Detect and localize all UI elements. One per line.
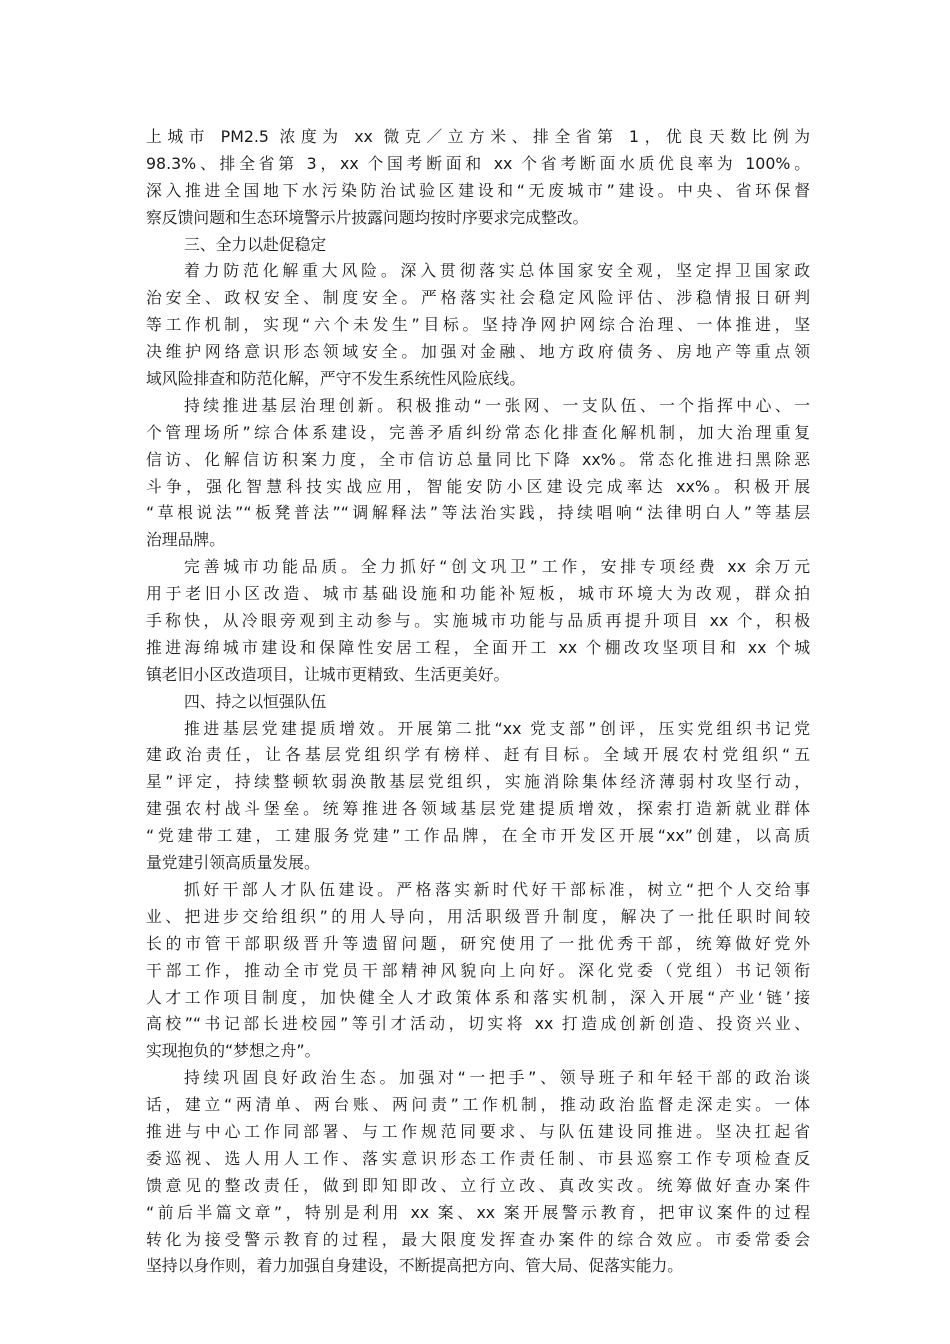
text-line: “草根说法”“板凳普法”“调解释法”等法治实践，持续唱响“法律明白人”等基层 bbox=[146, 503, 810, 523]
paragraph bbox=[146, 258, 810, 392]
text-line: 着力防范化解重大风险。深入贯彻落实总体国家安全观，坚定捍卫国家政 bbox=[184, 261, 810, 281]
paragraph bbox=[146, 554, 810, 688]
text-line: 察反馈问题和生态环境警示片披露问题均按时序要求完成整改。 bbox=[146, 207, 589, 227]
text-line: 四、持之以恒强队伍 bbox=[184, 691, 327, 711]
text-line: 决维护网络意识形态领域安全。加强对金融、地方政府债务、房地产等重点领 bbox=[146, 342, 810, 362]
text-line: 个管理场所”综合体系建设，完善矛盾纠纷常态化排查化解机制，加大治理重复 bbox=[146, 422, 810, 442]
text-line: 等工作机制，实现“六个未发生”目标。坚持净网护网综合治理、一体推进，坚 bbox=[146, 315, 810, 335]
section-heading bbox=[146, 689, 810, 716]
text-line: 长的市管干部职级晋升等遗留问题，研究使用了一批优秀干部，统筹做好党外 bbox=[146, 933, 810, 953]
paragraph bbox=[146, 1065, 810, 1280]
section-heading bbox=[146, 232, 810, 259]
text-line: 高校”“书记部长进校园”等引才活动，切实将 xx 打造成创新创造、投资兴业、 bbox=[146, 1014, 810, 1034]
text-line: 量党建引领高质量发展。 bbox=[146, 853, 320, 873]
text-line: 转化为接受警示教育的过程，最大限度发挥查办案件的综合效应。市委常委会 bbox=[146, 1229, 810, 1249]
text-line: 干部工作，推动全市党员干部精神风貌向上向好。深化党委（党组）书记领衔 bbox=[146, 960, 810, 980]
text-line: 坚持以身作则，着力加强自身建设，不断提高把方向、管大局、促落实能力。 bbox=[146, 1256, 684, 1276]
text-line: 持续推进基层治理创新。积极推动“一张网、一支队伍、一个指挥中心、一 bbox=[184, 395, 810, 415]
text-line: 信访、化解信访积案力度，全市信访总量同比下降 xx%。常态化推进扫黑除恶 bbox=[146, 449, 810, 469]
text-line: 完善城市功能品质。全力抓好“创文巩卫”工作，安排专项经费 xx 余万元 bbox=[184, 557, 810, 577]
text-line: 委巡视、选人用人工作、落实意识形态工作责任制、市县巡察工作专项检查反 bbox=[146, 1148, 810, 1168]
text-line: 上城市 PM2.5 浓度为 xx 微克／立方米、排全省第 1，优良天数比例为 bbox=[146, 127, 810, 146]
text-line: 星”评定，持续整顿软弱涣散基层党组织，实施消除集体经济薄弱村攻坚行动， bbox=[146, 772, 810, 792]
text-line: 深入推进全国地下水污染防治试验区建设和“无废城市”建设。中央、省环保督 bbox=[146, 180, 810, 200]
text-line: 治安全、政权安全、制度安全。严格落实社会稳定风险评估、涉稳情报日研判 bbox=[146, 288, 810, 308]
paragraph bbox=[146, 877, 810, 1065]
text-line: 用于老旧小区改造、城市基础设施和功能补短板，城市环境大为改观，群众拍 bbox=[146, 584, 810, 604]
text-line: 业、把进步交给组织”的用人导向，用活职级晋升制度，解决了一批任职时间较 bbox=[146, 906, 810, 926]
text-line: 话，建立“两清单、两台账、两问责”工作机制，推动政治监督走深走实。一体 bbox=[146, 1095, 810, 1115]
text-line: 实现抱负的“梦想之舟”。 bbox=[146, 1041, 321, 1061]
text-line: 98.3%、排全省第 3，xx 个国考断面和 xx 个省考断面水质优良率为 100%。 bbox=[146, 153, 810, 173]
text-line: 推进与中心工作同部署、与工作规范同要求、与队伍建设同推进。坚决扛起省 bbox=[146, 1121, 810, 1141]
text-line: 三、全力以赴促稳定 bbox=[184, 234, 327, 254]
document-body bbox=[146, 124, 810, 1280]
text-line: 域风险排查和防范化解，严守不发生系统性风险底线。 bbox=[146, 369, 526, 389]
text-line: 镇老旧小区改造项目，让城市更精致、生活更美好。 bbox=[146, 664, 510, 684]
text-line: 人才工作项目制度，加快健全人才政策体系和落实机制，深入开展“产业‘链’接 bbox=[146, 987, 810, 1007]
text-line: “前后半篇文章”，特别是利用 xx 案、xx 案开展警示教育，把审议案件的过程 bbox=[146, 1202, 810, 1222]
paragraph bbox=[146, 393, 810, 554]
paragraph bbox=[146, 716, 810, 877]
text-line: 建强农村战斗堡垒。统筹推进各领域基层党建提质增效，探索打造新就业群体 bbox=[146, 799, 810, 819]
text-line: 馈意见的整改责任，做到即知即改、立行立改、真改实改。统筹做好查办案件 bbox=[146, 1175, 810, 1195]
paragraph bbox=[146, 124, 810, 232]
text-line: 抓好干部人才队伍建设。严格落实新时代好干部标准，树立“把个人交给事 bbox=[184, 879, 810, 899]
text-line: 手称快，从冷眼旁观到主动参与。实施城市功能与品质再提升项目 xx 个，积极 bbox=[146, 611, 810, 631]
text-line: 持续巩固良好政治生态。加强对“一把手”、领导班子和年轻干部的政治谈 bbox=[184, 1068, 810, 1088]
text-line: “党建带工建，工建服务党建”工作品牌，在全市开发区开展“xx”创建，以高质 bbox=[146, 826, 810, 846]
text-line: 推进海绵城市建设和保障性安居工程，全面开工 xx 个棚改攻坚项目和 xx 个城 bbox=[146, 637, 810, 657]
text-line: 推进基层党建提质增效。开展第二批“xx 党支部”创评，压实党组织书记党 bbox=[184, 718, 810, 738]
text-line: 治理品牌。 bbox=[146, 530, 225, 550]
text-line: 斗争，强化智慧科技实战应用，智能安防小区建设完成率达 xx%。积极开展 bbox=[146, 476, 810, 496]
text-line: 建政治责任，让各基层党组织学有榜样、赶有目标。全域开展农村党组织“五 bbox=[146, 745, 810, 765]
